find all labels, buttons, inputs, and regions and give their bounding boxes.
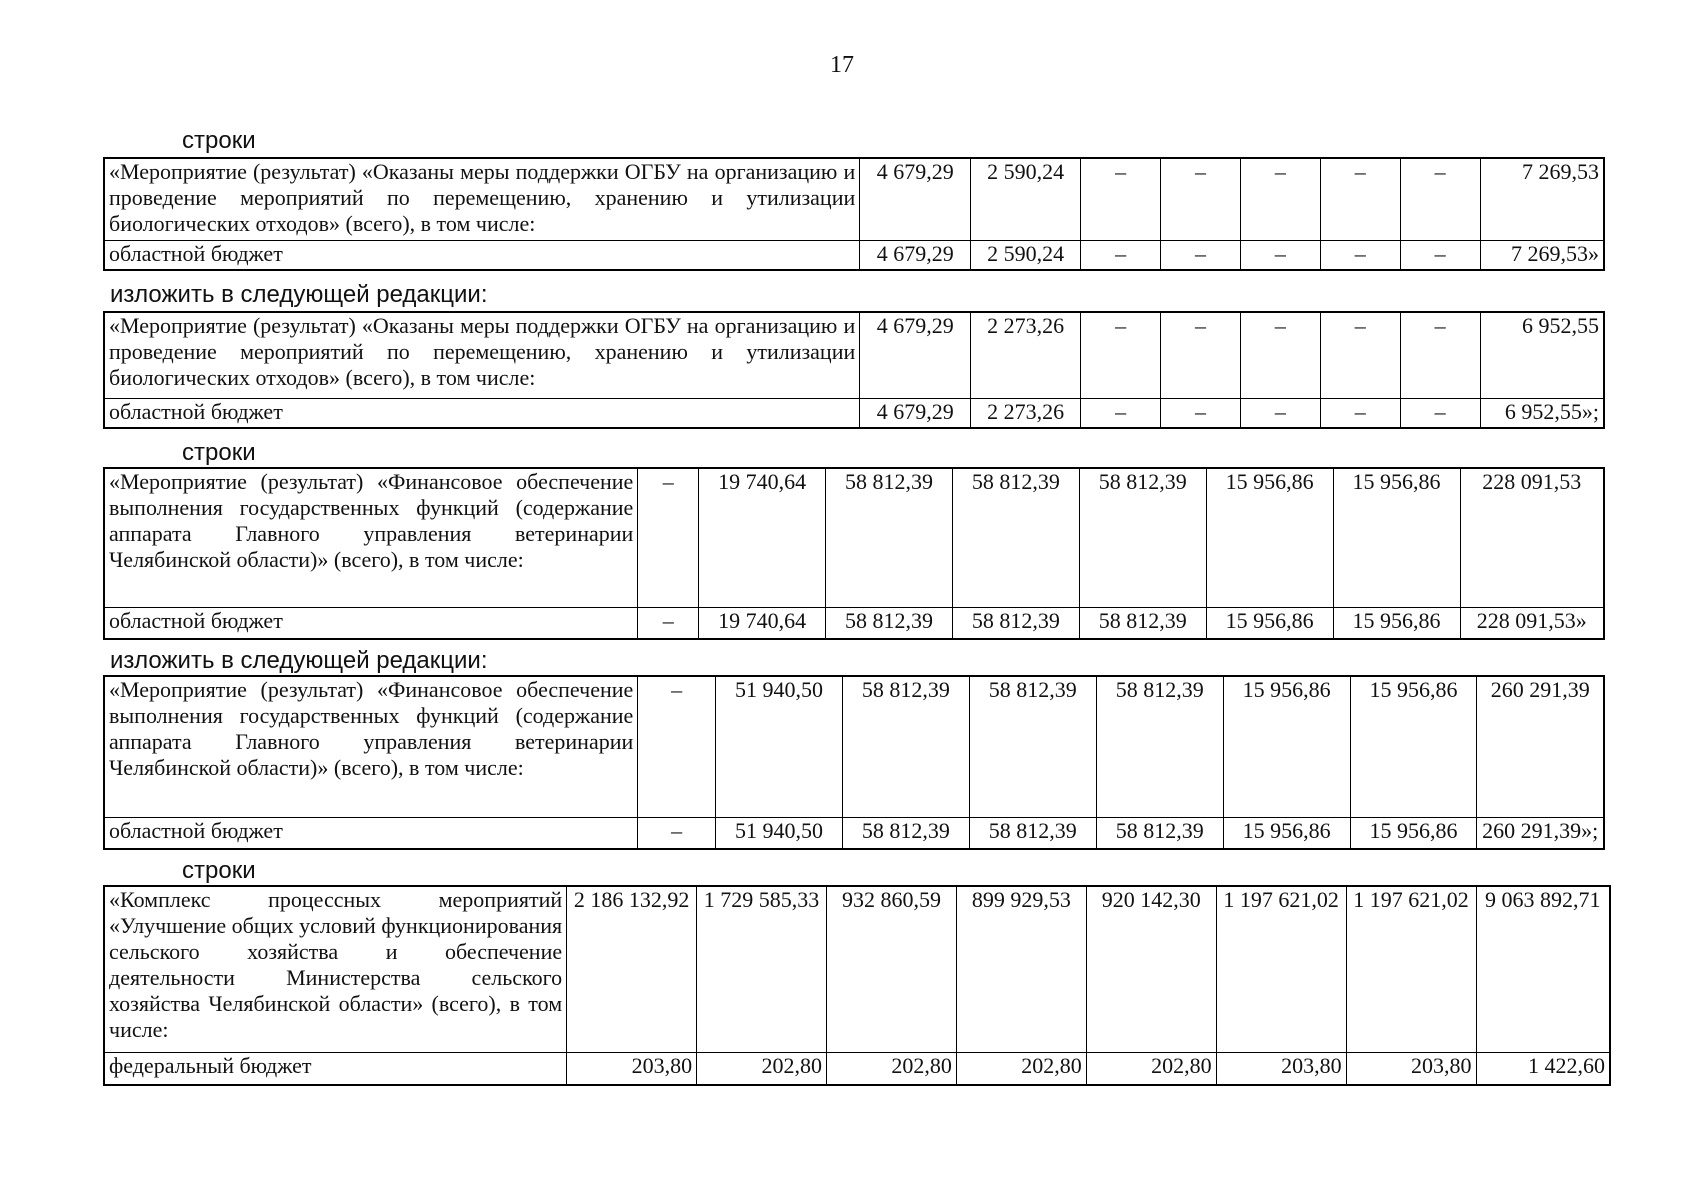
value-cell: – — [638, 607, 699, 639]
value-cell: – — [1320, 240, 1400, 270]
value-cell: 15 956,86 — [1206, 607, 1333, 639]
value-cell: – — [1400, 240, 1480, 270]
value-cell: – — [1400, 158, 1480, 240]
value-cell: – — [1400, 398, 1480, 428]
value-cell: – — [1081, 398, 1161, 428]
value-cell: 202,80 — [827, 1052, 957, 1085]
total-cell: 6 952,55»; — [1480, 398, 1604, 428]
total-cell: 260 291,39 — [1477, 676, 1604, 817]
value-cell: – — [1240, 398, 1320, 428]
value-cell: 15 956,86 — [1223, 817, 1350, 849]
value-cell: 202,80 — [1086, 1052, 1216, 1085]
value-cell: 202,80 — [956, 1052, 1086, 1085]
value-cell: 58 812,39 — [952, 468, 1079, 607]
value-cell: 58 812,39 — [826, 607, 953, 639]
value-cell: – — [1240, 312, 1320, 398]
value-cell: 58 812,39 — [842, 817, 969, 849]
table-row — [104, 817, 1604, 849]
value-cell: 1 197 621,02 — [1216, 886, 1346, 1052]
value-cell: 58 812,39 — [826, 468, 953, 607]
table-row — [104, 398, 1604, 428]
total-cell: 228 091,53» — [1460, 607, 1604, 639]
value-cell: – — [1081, 312, 1161, 398]
section-heading: строки — [182, 439, 256, 466]
value-cell: 58 812,39 — [1079, 468, 1206, 607]
value-cell: – — [638, 676, 716, 817]
value-cell: – — [1161, 240, 1241, 270]
value-cell: 920 142,30 — [1086, 886, 1216, 1052]
table-row — [104, 1052, 1610, 1085]
table-row — [104, 312, 1604, 398]
section-heading: строки — [182, 127, 256, 154]
table-row — [104, 468, 1604, 607]
value-cell: – — [1081, 158, 1161, 240]
budget-table-4 — [103, 675, 1605, 850]
table-row — [104, 886, 1610, 1052]
value-cell: 51 940,50 — [716, 676, 843, 817]
value-cell: – — [1320, 398, 1400, 428]
value-cell: 1 197 621,02 — [1346, 886, 1476, 1052]
value-cell: 203,80 — [1216, 1052, 1346, 1085]
value-cell: – — [1161, 312, 1241, 398]
row-description: федеральный бюджет — [104, 1052, 567, 1085]
value-cell: – — [1081, 240, 1161, 270]
value-cell: 4 679,29 — [860, 158, 971, 240]
table-row — [104, 158, 1604, 240]
value-cell: 2 273,26 — [971, 312, 1081, 398]
total-cell: 7 269,53 — [1480, 158, 1604, 240]
value-cell: 2 273,26 — [971, 398, 1081, 428]
value-cell: 19 740,64 — [699, 607, 826, 639]
value-cell: 51 940,50 — [716, 817, 843, 849]
page-number: 17 — [830, 52, 854, 78]
total-cell: 7 269,53» — [1480, 240, 1604, 270]
budget-table-5 — [103, 885, 1611, 1086]
section-heading: изложить в следующей редакции: — [110, 281, 488, 308]
value-cell: – — [1161, 158, 1241, 240]
total-cell: 6 952,55 — [1480, 312, 1604, 398]
row-description: областной бюджет — [104, 240, 860, 270]
value-cell: 4 679,29 — [860, 398, 971, 428]
value-cell: – — [1320, 158, 1400, 240]
table-row — [104, 240, 1604, 270]
value-cell: 203,80 — [1346, 1052, 1476, 1085]
total-cell: 1 422,60 — [1476, 1052, 1610, 1085]
value-cell: 202,80 — [697, 1052, 827, 1085]
value-cell: 15 956,86 — [1223, 676, 1350, 817]
value-cell: 899 929,53 — [956, 886, 1086, 1052]
budget-table-2 — [103, 311, 1605, 429]
value-cell: 1 729 585,33 — [697, 886, 827, 1052]
value-cell: 58 812,39 — [842, 676, 969, 817]
section-heading: строки — [182, 857, 256, 884]
value-cell: 932 860,59 — [827, 886, 957, 1052]
value-cell: 58 812,39 — [1096, 817, 1223, 849]
value-cell: 58 812,39 — [969, 817, 1096, 849]
value-cell: 19 740,64 — [699, 468, 826, 607]
value-cell: – — [638, 468, 699, 607]
value-cell: – — [1240, 240, 1320, 270]
value-cell: 2 186 132,92 — [567, 886, 697, 1052]
row-description: «Комплекс процессных мероприятий «Улучшение общих условий функционирования сельского хозяйства и обеспечение деятельности Министерства сельского хозяйства Челябинской области» (всего), в том числе: — [104, 886, 567, 1052]
value-cell: 15 956,86 — [1333, 468, 1460, 607]
value-cell: 15 956,86 — [1206, 468, 1333, 607]
value-cell: – — [638, 817, 716, 849]
row-description: «Мероприятие (результат) «Оказаны меры поддержки ОГБУ на организацию и проведение мероприятий по перемещению, хранению и утилизации биологических отходов» (всего), в том числе: — [104, 312, 860, 398]
value-cell: 58 812,39 — [1096, 676, 1223, 817]
table-row — [104, 676, 1604, 817]
budget-table-1 — [103, 157, 1605, 271]
value-cell: – — [1400, 312, 1480, 398]
value-cell: 15 956,86 — [1350, 676, 1477, 817]
value-cell: 203,80 — [567, 1052, 697, 1085]
row-description: областной бюджет — [104, 607, 638, 639]
value-cell: 58 812,39 — [969, 676, 1096, 817]
value-cell: 2 590,24 — [971, 240, 1081, 270]
budget-table-3 — [103, 467, 1605, 640]
section-heading: изложить в следующей редакции: — [110, 647, 488, 674]
value-cell: 58 812,39 — [952, 607, 1079, 639]
value-cell: – — [1320, 312, 1400, 398]
total-cell: 228 091,53 — [1460, 468, 1604, 607]
value-cell: – — [1161, 398, 1241, 428]
value-cell: 4 679,29 — [860, 312, 971, 398]
value-cell: 2 590,24 — [971, 158, 1081, 240]
table-row — [104, 607, 1604, 639]
value-cell: 4 679,29 — [860, 240, 971, 270]
value-cell: 15 956,86 — [1350, 817, 1477, 849]
total-cell: 9 063 892,71 — [1476, 886, 1610, 1052]
total-cell: 260 291,39»; — [1477, 817, 1604, 849]
row-description: «Мероприятие (результат) «Финансовое обеспечение выполнения государственных функций (содержание аппарата Главного управления ветеринарии Челябинской области)» (всего), в том числе: — [104, 468, 638, 607]
row-description: «Мероприятие (результат) «Финансовое обеспечение выполнения государственных функций (содержание аппарата Главного управления ветеринарии Челябинской области)» (всего), в том числе: — [104, 676, 638, 817]
row-description: «Мероприятие (результат) «Оказаны меры поддержки ОГБУ на организацию и проведение мероприятий по перемещению, хранению и утилизации биологических отходов» (всего), в том числе: — [104, 158, 860, 240]
row-description: областной бюджет — [104, 817, 638, 849]
value-cell: 15 956,86 — [1333, 607, 1460, 639]
value-cell: – — [1240, 158, 1320, 240]
row-description: областной бюджет — [104, 398, 860, 428]
value-cell: 58 812,39 — [1079, 607, 1206, 639]
